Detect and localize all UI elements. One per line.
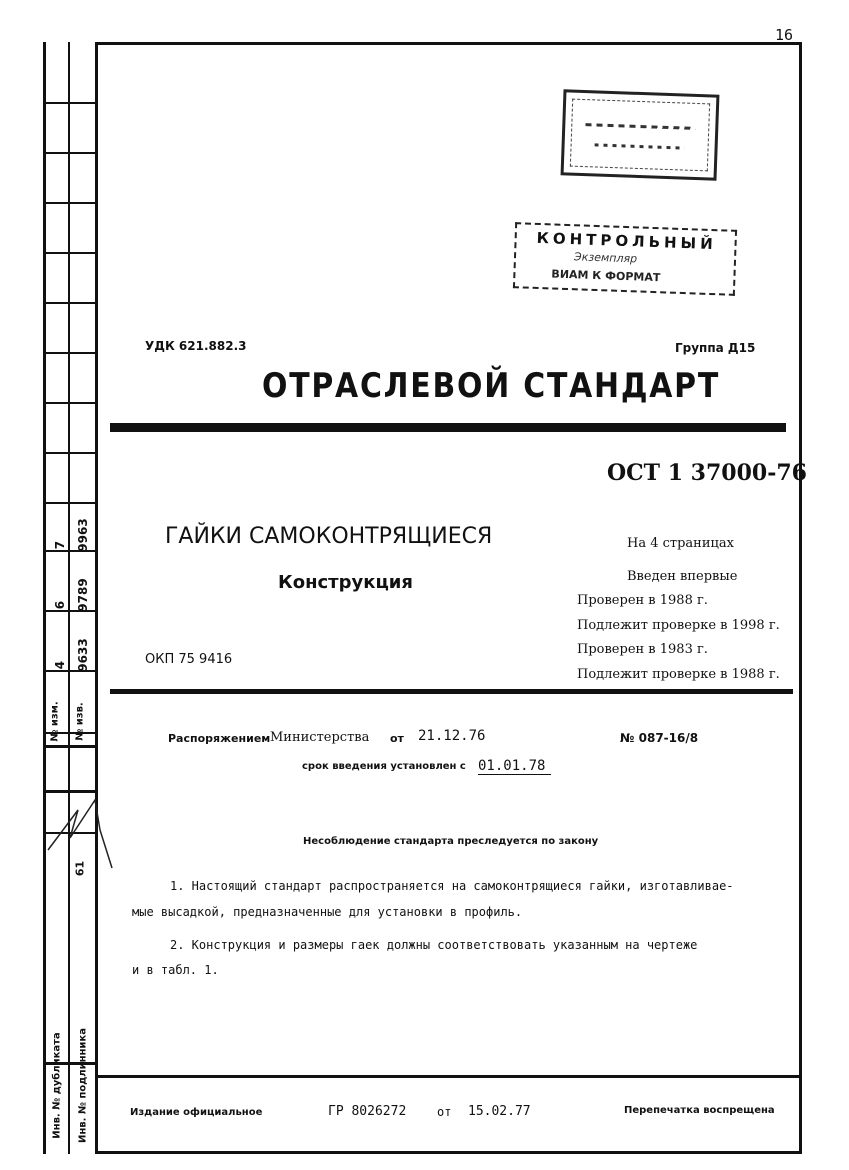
change-6: 6 (53, 600, 67, 610)
stamp-line-copy: Экземпляр (573, 250, 638, 266)
gr-date: 15.02.77 (468, 1104, 531, 1119)
notice-9789: 9789 (76, 578, 90, 612)
page-number: 16 (775, 26, 794, 44)
original-inventory-value: 61 (73, 860, 87, 877)
intro-date: 01.01.78 (478, 758, 551, 775)
notice-9963: 9963 (76, 518, 90, 552)
order-number: № 087-16/8 (620, 731, 699, 745)
group-code: Группа Д15 (675, 341, 756, 355)
reprint-prohibited: Перепечатка воспрещена (624, 1105, 775, 1116)
official-edition: Издание официальное (130, 1107, 263, 1118)
document-title: ОТРАСЛЕВОЙ СТАНДАРТ (262, 366, 721, 406)
paragraph-1-line-2: мые высадкой, предназначенные для установки в профиль. (132, 905, 523, 919)
notice-no-label: № изв. (74, 702, 86, 741)
intro-label: срок введения установлен с (302, 761, 466, 772)
due-check-1998: Подлежит проверке в 1998 г. (577, 618, 780, 633)
introduced-first: Введен впервые (627, 569, 738, 584)
paragraph-1-line-1: 1. Настоящий стандарт распространяется на самоконтрящиеся гайки, изготавливае- (170, 879, 734, 893)
stamp-line-control: КОНТРОЛЬНЫЙ (536, 228, 717, 254)
standard-code: ОСТ 1 37000-76 (607, 460, 807, 486)
order-date: 21.12.76 (418, 728, 486, 744)
paragraph-2-line-2: и в табл. 1. (132, 963, 219, 977)
stamp-line-org: ВИАМ К ФОРМАТ (551, 267, 661, 285)
product-name: ГАЙКИ САМОКОНТРЯЩИЕСЯ (165, 524, 493, 549)
product-subtitle: Конструкция (278, 572, 413, 593)
registration-stamp (561, 89, 720, 180)
gr-number: ГР 8026272 (328, 1104, 407, 1119)
paragraph-2-line-1: 2. Конструкция и размеры гаек должны соответствовать указанным на чертеже (170, 938, 698, 952)
okp-code: ОКП 75 9416 (145, 652, 233, 667)
change-4: 4 (53, 660, 67, 670)
udk-code: УДК 621.882.3 (145, 339, 247, 353)
original-inventory-label: Инв. № подлинника (77, 1028, 89, 1143)
pages-count: На 4 страницах (627, 536, 734, 551)
change-7: 7 (53, 540, 67, 550)
checked-1988: Проверен в 1988 г. (577, 593, 708, 608)
control-copy-stamp (513, 222, 737, 296)
title-rule (110, 423, 786, 432)
change-no-label: № изм. (49, 701, 61, 742)
notice-9633: 9633 (76, 638, 90, 672)
signature-mark (40, 790, 120, 880)
order-from: от (390, 732, 404, 745)
checked-1983: Проверен в 1983 г. (577, 642, 708, 657)
legal-warning: Несоблюдение стандарта преследуется по закону (303, 836, 599, 847)
gr-from: от (437, 1105, 452, 1119)
duplicate-inventory-label: Инв. № дубликата (51, 1032, 63, 1139)
footer-rule (95, 1075, 802, 1078)
due-check-1988: Подлежит проверке в 1988 г. (577, 667, 780, 682)
info-rule (110, 689, 793, 694)
order-label: Распоряжением (168, 732, 271, 745)
order-ministry: Министерства (270, 730, 370, 745)
